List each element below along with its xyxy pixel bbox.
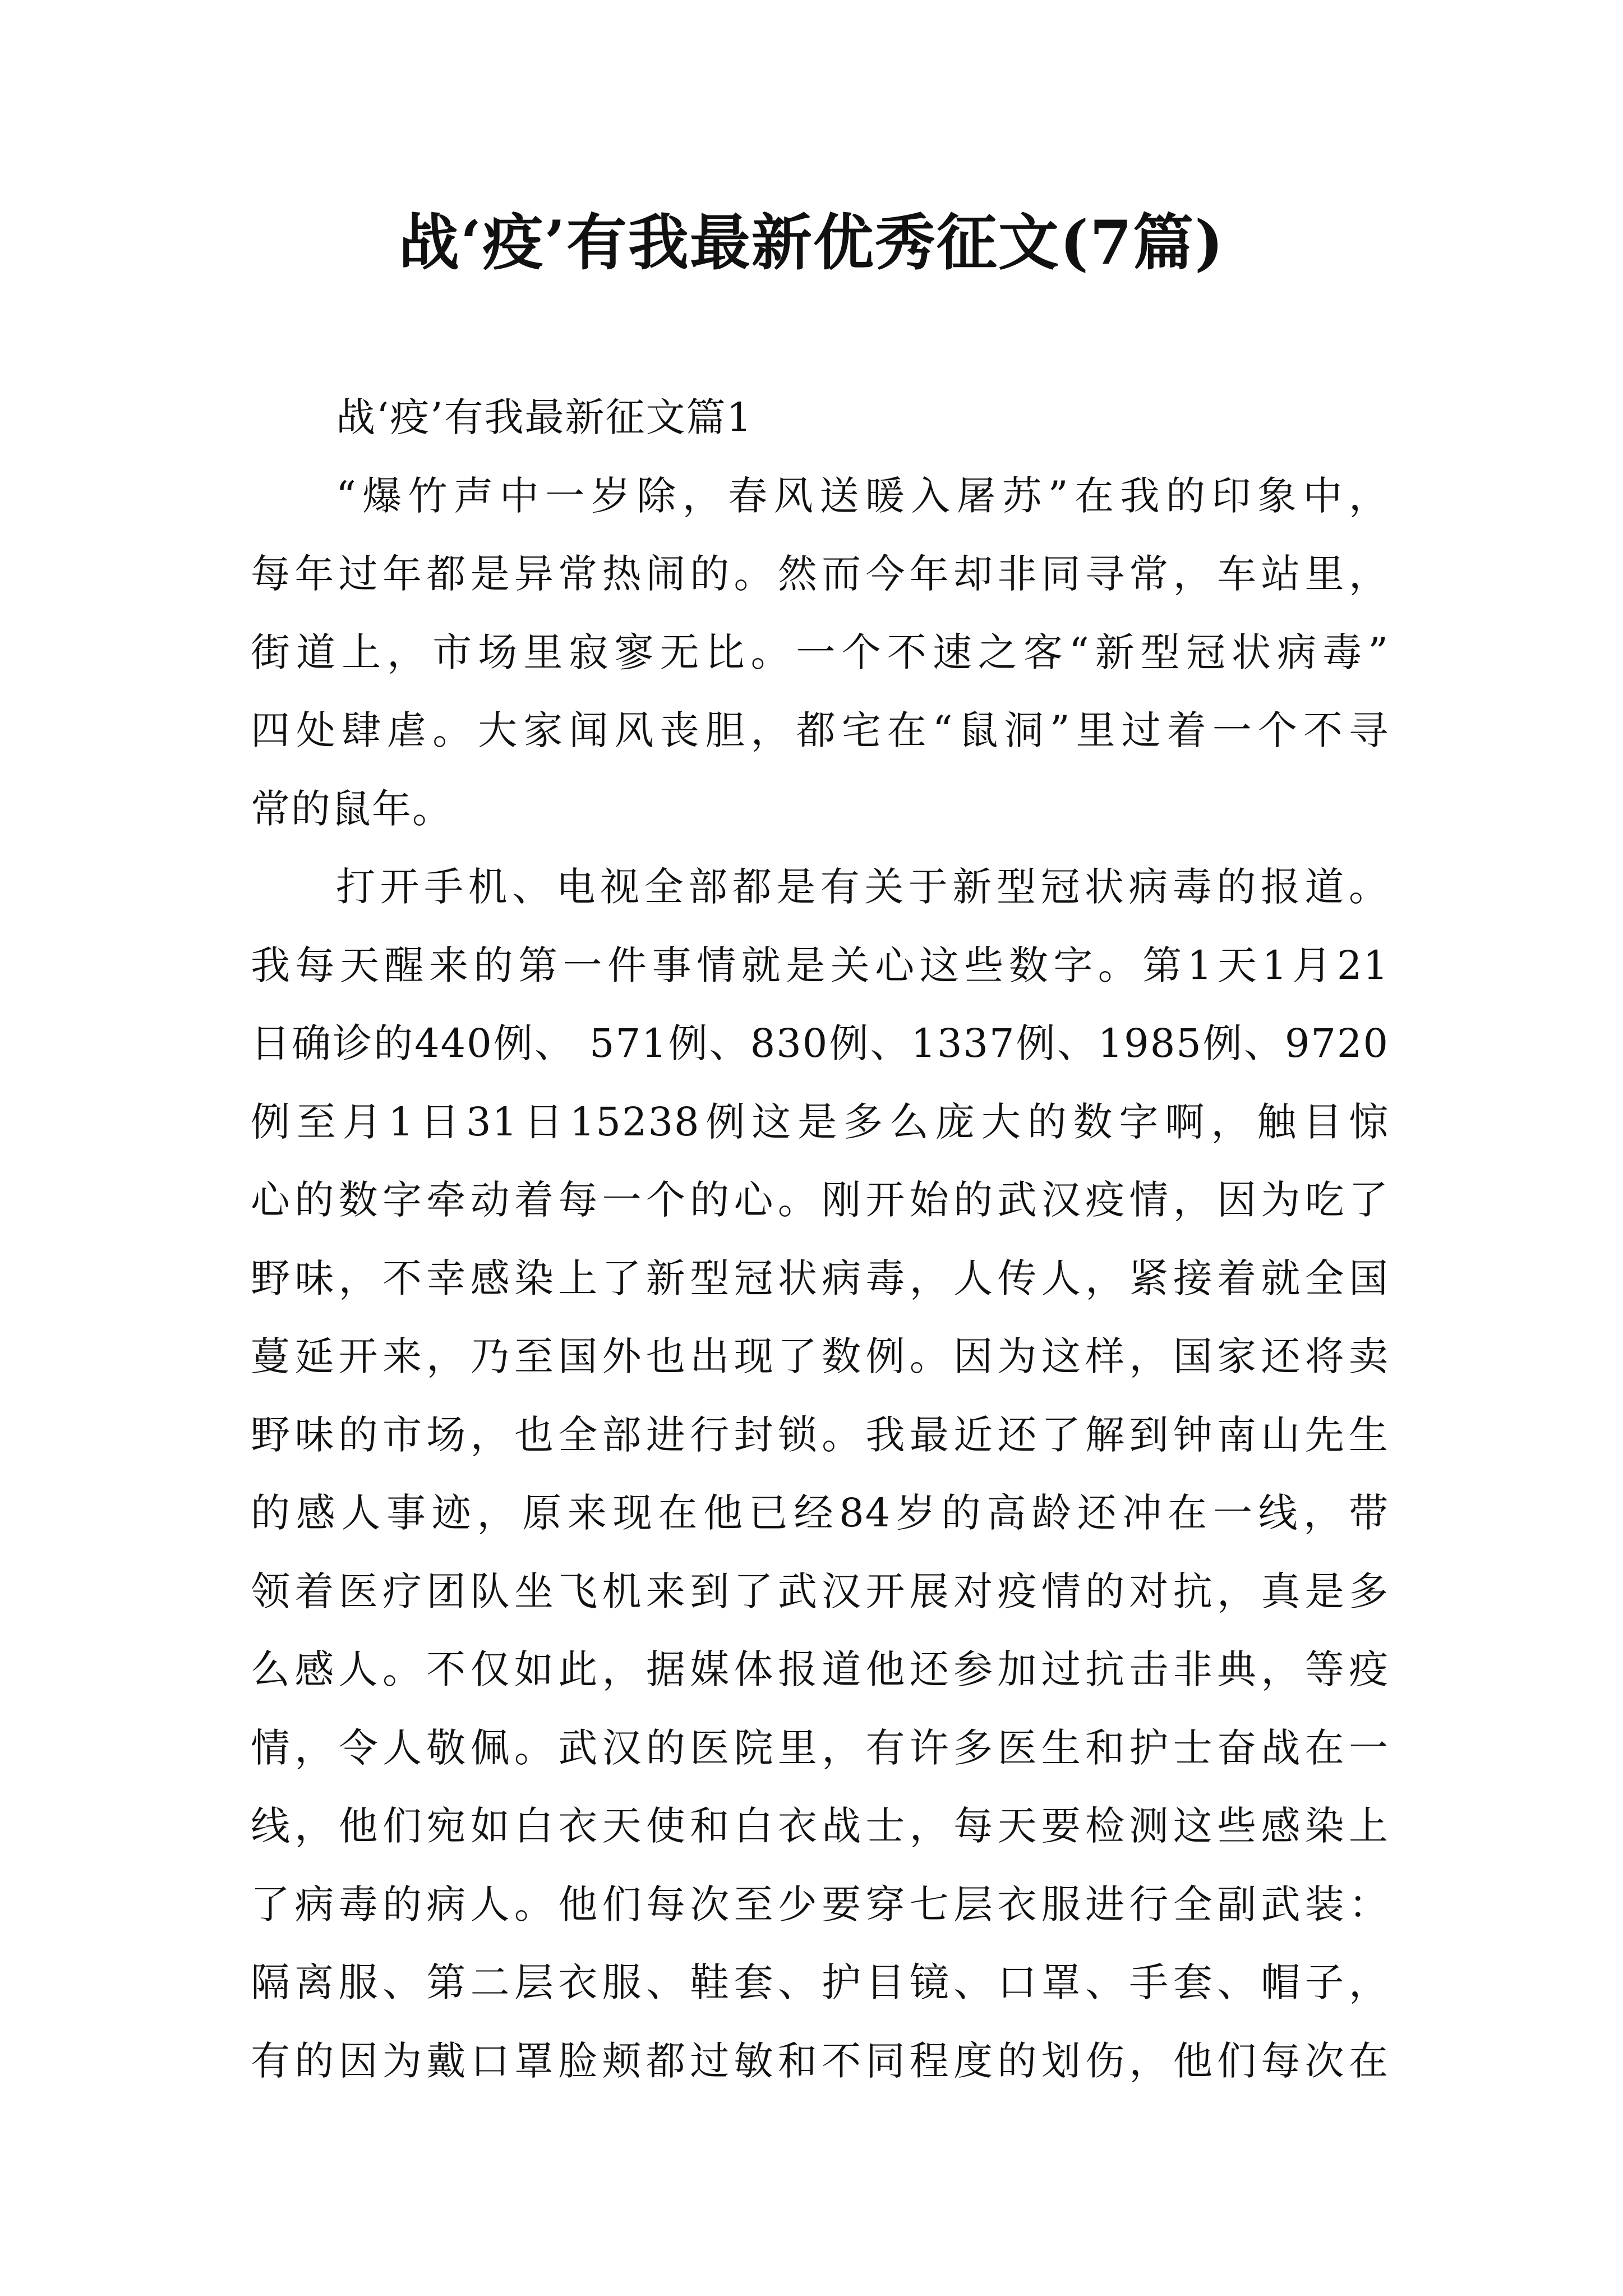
paragraph-line: 隔离服、第二层衣服、鞋套、护目镜、口罩、手套、帽子， bbox=[251, 1959, 1389, 2005]
paragraph-line: “爆竹声中一岁除，春风送暖入屠苏”在我的印象中， bbox=[336, 472, 1389, 519]
paragraph-line: 每年过年都是异常热闹的。然而今年却非同寻常，车站里， bbox=[251, 551, 1389, 597]
paragraph-line: 四处肆虐。大家闻风丧胆，都宅在“鼠洞”里过着一个不寻 bbox=[251, 707, 1389, 753]
paragraph-line: 心的数字牵动着每一个的心。刚开始的武汉疫情，因为吃了 bbox=[251, 1177, 1389, 1223]
document-title: 战‘疫’有我最新优秀征文(7篇) bbox=[398, 208, 1225, 278]
paragraph-line: 有的因为戴口罩脸颊都过敏和不同程度的划伤，他们每次在 bbox=[251, 2037, 1389, 2084]
paragraph-line: 了病毒的病人。他们每次至少要穿七层衣服进行全副武装： bbox=[251, 1881, 1389, 1927]
paragraph-line: 我每天醒来的第一件事情就是关心这些数字。第1天1月21 bbox=[251, 942, 1389, 988]
paragraph-line: 么感人。不仅如此，据媒体报道他还参加过抗击非典，等疫 bbox=[251, 1646, 1389, 1692]
paragraph-line: 蔓延开来，乃至国外也出现了数例。因为这样，国家还将卖 bbox=[251, 1333, 1389, 1379]
paragraph-line: 野味，不幸感染上了新型冠状病毒，人传人，紧接着就全国 bbox=[251, 1255, 1389, 1301]
paragraph-line: 街道上，市场里寂寥无比。一个不速之客“新型冠状病毒” bbox=[251, 629, 1389, 675]
paragraph-line: 例至月1日31日15238例这是多么庞大的数字啊，触目惊 bbox=[251, 1098, 1389, 1145]
paragraph-line: 野味的市场，也全部进行封锁。我最近还了解到钟南山先生 bbox=[251, 1411, 1389, 1458]
paragraph-line: 领着医疗团队坐飞机来到了武汉开展对疫情的对抗，真是多 bbox=[251, 1568, 1389, 1614]
document-body bbox=[251, 379, 1389, 2100]
paragraph-line: 打开手机、电视全部都是有关于新型冠状病毒的报道。 bbox=[336, 864, 1389, 910]
section-heading: 战‘疫’有我最新征文篇1 bbox=[336, 394, 753, 440]
paragraph-line: 线，他们宛如白衣天使和白衣战士，每天要检测这些感染上 bbox=[251, 1803, 1389, 1849]
paragraph-line: 常的鼠年。 bbox=[251, 785, 453, 832]
paragraph-line: 情，令人敬佩。武汉的医院里，有许多医生和护士奋战在一 bbox=[251, 1724, 1389, 1771]
paragraph-line: 日确诊的440例、 571例、830例、1337例、1985例、9720 bbox=[251, 1020, 1389, 1066]
paragraph-line: 的感人事迹，原来现在他已经84岁的高龄还冲在一线，带 bbox=[251, 1490, 1389, 1536]
